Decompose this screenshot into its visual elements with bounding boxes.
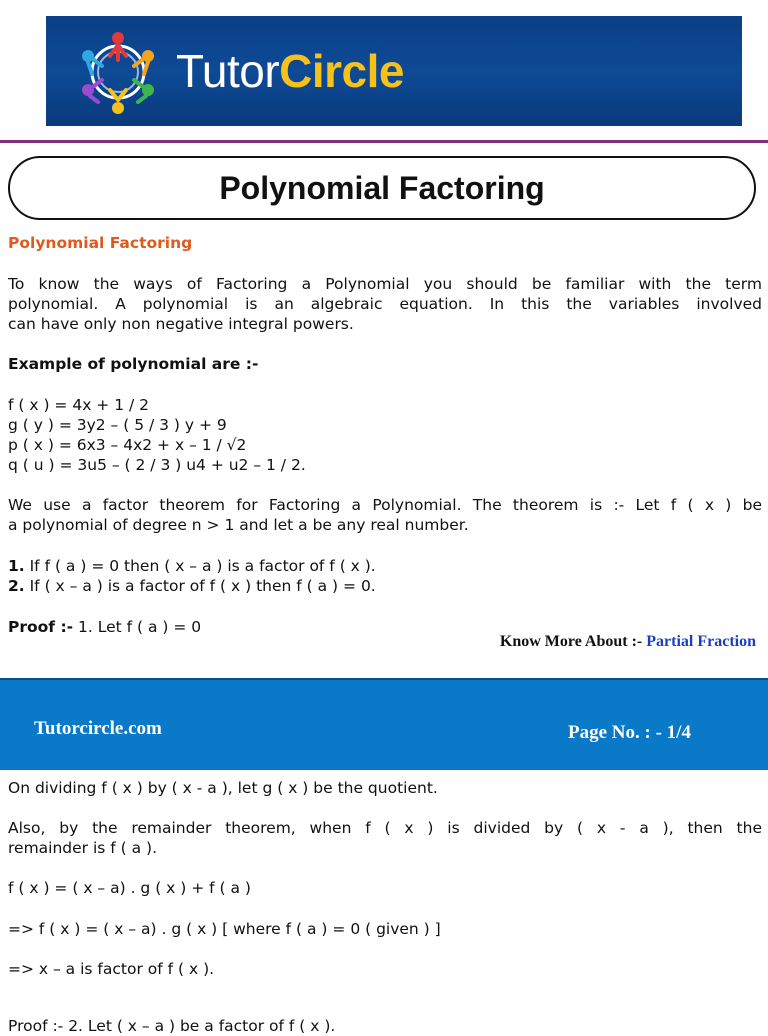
point-2-number: 2. <box>8 577 25 595</box>
proof-label: Proof :- <box>8 618 74 636</box>
header-divider <box>0 140 768 143</box>
know-more <box>500 633 756 651</box>
header-banner <box>46 16 742 126</box>
example-3: p ( x ) = 6x3 – 4x2 + x – 1 / √2 <box>8 436 247 454</box>
page2-line-2a: Also, by the remainder theorem, when f ( x ) is divided by ( x - a ), then the <box>8 819 762 837</box>
brand-name <box>176 44 404 98</box>
point-2-text: If ( x – a ) is a factor of f ( x ) then f ( a ) = 0. <box>24 577 376 595</box>
proof-text: 1. Let f ( a ) = 0 <box>73 618 202 636</box>
page2-cut-line: Proof :- 2. Let ( x – a ) be a factor of f ( x ). <box>8 1017 336 1035</box>
point-1-text: If f ( a ) = 0 then ( x – a ) is a factor of f ( x ). <box>24 557 376 575</box>
know-more-label: Know More About :- <box>499 633 647 650</box>
example-2: g ( y ) = 3y2 – ( 5 / 3 ) y + 9 <box>8 416 227 434</box>
title-box <box>8 156 756 220</box>
theorem-line-2: a polynomial of degree n > 1 and let a be any real number. <box>8 516 469 534</box>
page-footer <box>0 678 768 770</box>
theorem-line-1: We use a factor theorem for Factoring a Polynomial. The theorem is :- Let f ( x ) be <box>8 496 762 514</box>
page2-line-1: On dividing f ( x ) by ( x - a ), let g ( x ) be the quotient. <box>8 779 438 797</box>
partial-fraction-link[interactable]: Partial Fraction <box>646 633 756 650</box>
page2-equation-1: f ( x ) = ( x – a) . g ( x ) + f ( a ) <box>8 879 251 897</box>
footer-page-number: Page No. : - 1/4 <box>568 722 691 743</box>
example-1: f ( x ) = 4x + 1 / 2 <box>8 396 150 414</box>
page2-line-2b: remainder is f ( a ). <box>8 839 158 857</box>
point-1-number: 1. <box>8 557 25 575</box>
point-1 <box>8 556 762 576</box>
brand-name-tutor: Tutor <box>176 45 280 97</box>
page2-equation-2: => f ( x ) = ( x – a) . g ( x ) [ where f ( a ) = 0 ( given ) ] <box>8 920 441 938</box>
intro-line-1: To know the ways of Factoring a Polynomial you should be familiar with the term <box>8 275 762 293</box>
intro-line-2: polynomial. A polynomial is an algebraic equation. In this the variables involved <box>8 295 762 313</box>
section-heading: Polynomial Factoring <box>8 234 193 252</box>
point-2 <box>8 576 762 596</box>
page2-equation-3: => x – a is factor of f ( x ). <box>8 960 215 978</box>
page-title: Polynomial Factoring <box>219 169 545 206</box>
tutorcircle-logo-icon <box>72 26 164 118</box>
example-4: q ( u ) = 3u5 – ( 2 / 3 ) u4 + u2 – 1 / 2. <box>8 456 306 474</box>
intro-line-3: can have only non negative integral powers. <box>8 315 354 333</box>
example-heading: Example of polynomial are :- <box>8 355 259 373</box>
brand-name-circle: Circle <box>279 45 405 97</box>
footer-site: Tutorcircle.com <box>34 718 162 739</box>
